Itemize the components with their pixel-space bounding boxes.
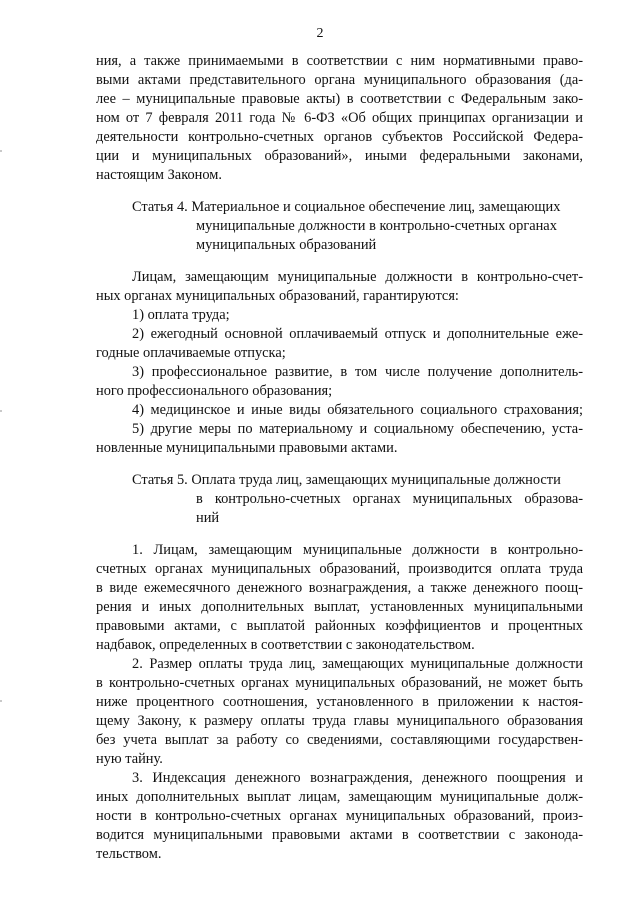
article-5-line: счетных органах муниципальных образований, производится оплата труда — [96, 561, 583, 577]
list-item-cont: годные оплачиваемые отпуска; — [96, 345, 286, 361]
article-5-heading: Статья 5. Оплата труда лиц, замещающих муниципальные должности — [132, 472, 561, 488]
list-item: 1) оплата труда; — [132, 307, 230, 323]
list-item: 4) медицинское и иные виды обязательного социального страхования; — [132, 402, 583, 418]
article-5-line: ности в контрольно-счетных органах муниципальных образований, произ- — [96, 808, 583, 824]
article-5-line: ниже процентного соотношения, установленного в приложении к настоя- — [96, 694, 583, 710]
article-5-line: тельством. — [96, 846, 162, 862]
list-item-cont: ного профессионального образования; — [96, 383, 333, 399]
article-5-line: надбавок, определенных в соответствии с законодательством. — [96, 637, 475, 653]
article-5-heading-line: в контрольно-счетных органах муниципальных образова- — [196, 491, 583, 507]
list-item: 2) ежегодный основной оплачиваемый отпуск и дополнительные еже- — [132, 326, 583, 342]
paragraph-line: настоящим Законом. — [96, 167, 222, 183]
article-5-line: 1. Лицам, замещающим муниципальные должности в контрольно- — [132, 542, 583, 558]
article-5-line: рения и иных дополнительных выплат, установленных муниципальными — [96, 599, 583, 615]
scan-mark — [0, 410, 2, 412]
scan-mark — [0, 700, 2, 702]
article-5-line: в виде ежемесячного денежного вознаграждения, а также денежного поощ- — [96, 580, 583, 596]
list-item-cont: новленные муниципальными правовыми актами. — [96, 440, 398, 456]
article-4-line: Лицам, замещающим муниципальные должности в контрольно-счет- — [132, 269, 583, 285]
paragraph-line: лее – муниципальные правовые акты) в соответствии с Федеральным зако- — [96, 91, 583, 107]
paragraph-line: деятельности контрольно-счетных органов субъектов Российской Федера- — [96, 129, 583, 145]
article-5-heading-line: ний — [196, 510, 220, 526]
page-number: 2 — [316, 26, 324, 41]
scan-mark — [0, 150, 2, 152]
article-5-line: щему Закону, к размеру оплаты труда главы муниципального образования — [96, 713, 583, 729]
article-5-line: в контрольно-счетных органах муниципальных образований, не может быть — [96, 675, 583, 691]
article-5-line: правовыми актами, с выплатой районных коэффициентов и процентных — [96, 618, 583, 634]
paragraph-line: ния, а также принимаемыми в соответствии с ним нормативными право- — [96, 53, 583, 69]
article-4-line: ных органах муниципальных образований, гарантируются: — [96, 288, 459, 304]
article-4-heading: Статья 4. Материальное и социальное обеспечение лиц, замещающих — [132, 199, 561, 215]
article-4-heading-line: муниципальных образований — [196, 237, 377, 253]
list-item: 3) профессиональное развитие, в том числе получение дополнитель- — [132, 364, 583, 380]
article-5-line: 3. Индексация денежного вознаграждения, денежного поощрения и — [132, 770, 583, 786]
paragraph-line: ном от 7 февраля 2011 года № 6-ФЗ «Об общих принципах организации и — [96, 110, 583, 126]
paragraph-line: выми актами представительного органа муниципального образования (да- — [96, 72, 583, 88]
article-5-line: без учета выплат за работу со сведениями, составляющими государствен- — [96, 732, 583, 748]
list-item: 5) другие меры по материальному и социальному обеспечению, уста- — [132, 421, 583, 437]
article-5-line: иных дополнительных выплат лицам, замещающим муниципальные долж- — [96, 789, 583, 805]
article-5-line: ную тайну. — [96, 751, 163, 767]
article-5-line: водится муниципальными правовыми актами в соответствии с законода- — [96, 827, 583, 843]
article-4-heading-line: муниципальные должности в контрольно-счетных органах — [196, 218, 557, 234]
paragraph-line: ции и муниципальных образований», иными федеральными законами, — [96, 148, 583, 164]
article-5-line: 2. Размер оплаты труда лиц, замещающих муниципальные должности — [132, 656, 583, 672]
